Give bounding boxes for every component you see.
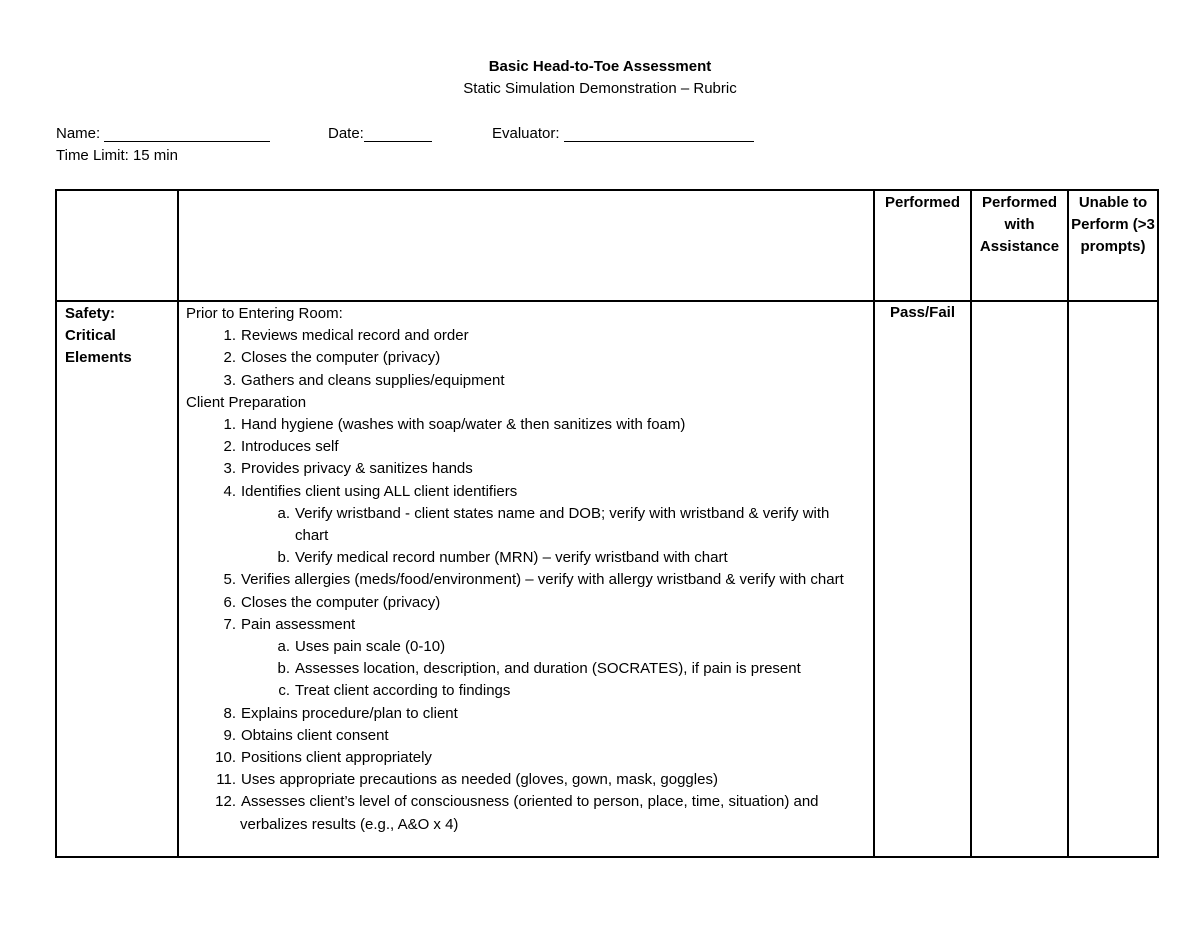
subsection-heading: Client Preparation (186, 393, 307, 411)
list-subitem: a. Verify wristband - client states name and DOB; verify with wristband & verify with chart (277, 504, 830, 545)
date-blank[interactable] (364, 126, 432, 142)
name-blank[interactable] (104, 126, 270, 142)
list-item: 10. Positions client appropriately (215, 749, 432, 767)
column-header-performed-with-assistance: Performed with Assistance (971, 190, 1068, 301)
list-item: 2. Closes the computer (privacy) (223, 349, 441, 367)
header-blank-cell (56, 190, 178, 301)
list-item: 7. Pain assessment (223, 615, 356, 633)
list-item: 6. Closes the computer (privacy) (223, 593, 441, 611)
header-blank-cell (178, 190, 874, 301)
pass-fail-cell: Pass/Fail (874, 301, 971, 857)
list-item: 1. Hand hygiene (washes with soap/water & then sanitizes with foam) (223, 416, 686, 434)
date-label: Date: (328, 125, 364, 142)
table-header-row (56, 190, 1158, 301)
document-title: Basic Head-to-Toe Assessment (488, 58, 712, 75)
rubric-table (55, 189, 1159, 858)
criteria-list (178, 301, 874, 857)
name-label: Name: (56, 125, 101, 142)
list-item: 5. Verifies allergies (meds/food/environment) – verify with allergy wristband & verify with chart (223, 571, 844, 589)
section-label: Safety: Critical Elements (56, 301, 178, 857)
list-item: 3. Provides privacy & sanitizes hands (223, 460, 473, 478)
list-item: 1. Reviews medical record and order (223, 327, 469, 345)
evaluator-field (492, 125, 754, 142)
list-subitem: b. Verify medical record number (MRN) – verify wristband with chart (277, 549, 728, 567)
list-item: 4. Identifies client using ALL client identifiers (223, 482, 518, 500)
evaluator-blank[interactable] (564, 126, 754, 142)
document-subtitle: Static Simulation Demonstration – Rubric (463, 80, 737, 97)
list-item: 3. Gathers and cleans supplies/equipment (223, 371, 505, 389)
list-subitem: c. Treat client according to findings (278, 682, 511, 700)
list-item: 11. Uses appropriate precautions as needed (gloves, gown, mask, goggles) (216, 771, 718, 789)
list-subitem: b. Assesses location, description, and duration (SOCRATES), if pain is present (277, 660, 801, 678)
column-header-unable-to-perform: Unable to Perform (>3 prompts) (1068, 190, 1158, 301)
list-item: 12. Assesses client’s level of consciousness (oriented to person, place, time, situation) and verbalizes results (e.g., A&O x 4) (215, 793, 819, 833)
name-field (56, 125, 270, 142)
unable-cell[interactable] (1068, 301, 1158, 857)
subsection-heading: Prior to Entering Room: (186, 305, 343, 322)
column-header-performed: Performed (874, 190, 971, 301)
date-field (328, 125, 432, 142)
list-item: 2. Introduces self (223, 438, 339, 456)
time-limit: Time Limit: 15 min (56, 147, 178, 164)
list-subitem: a. Uses pain scale (0-10) (277, 638, 446, 656)
list-item: 8. Explains procedure/plan to client (223, 704, 458, 722)
list-item: 9. Obtains client consent (223, 726, 389, 744)
assistance-cell[interactable] (971, 301, 1068, 857)
evaluator-label: Evaluator: (492, 125, 560, 142)
table-row (56, 301, 1158, 857)
